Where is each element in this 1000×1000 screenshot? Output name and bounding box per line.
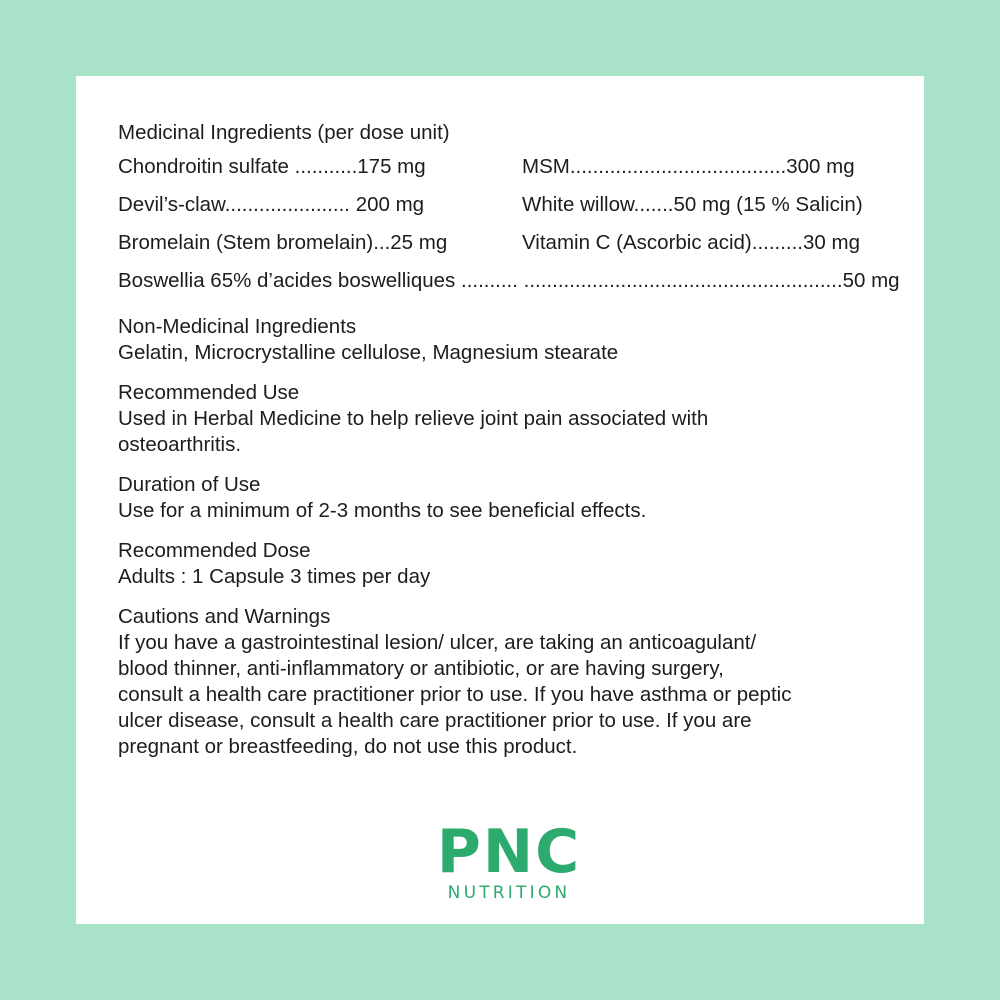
- ingredient-row: [118, 148, 898, 186]
- label-content: [118, 120, 898, 760]
- ingredient-left: Devil’s-claw...................... 200 mg: [118, 193, 425, 216]
- dose-title: Recommended Dose: [118, 539, 311, 562]
- logo-brand-text: PNC: [436, 818, 582, 887]
- medicinal-ingredients-title: Medicinal Ingredients (per dose unit): [118, 121, 450, 144]
- ingredient-row-full: [118, 262, 898, 300]
- medicinal-ingredients-section: [118, 120, 898, 300]
- cautions-line: ulcer disease, consult a health care practitioner prior to use. If you are: [118, 709, 752, 732]
- recommended-use-section: [118, 380, 898, 458]
- recommended-use-line: osteoarthritis.: [118, 433, 242, 456]
- ingredient-right: MSM......................................300 mg: [522, 155, 855, 178]
- ingredient-right: White willow.......50 mg (15 % Salicin): [522, 193, 863, 216]
- logo-graphic: [424, 818, 594, 904]
- ingredient-right: Vitamin C (Ascorbic acid).........30 mg: [522, 231, 860, 254]
- dose-text: Adults : 1 Capsule 3 times per day: [118, 565, 431, 588]
- recommended-use-line: Used in Herbal Medicine to help relieve joint pain associated with: [118, 407, 709, 430]
- non-medicinal-title: Non-Medicinal Ingredients: [118, 315, 357, 338]
- cautions-line: pregnant or breastfeeding, do not use this product.: [118, 735, 578, 758]
- cautions-line: blood thinner, anti-inflammatory or antibiotic, or are having surgery,: [118, 657, 724, 680]
- ingredient-full: Boswellia 65% d’acides boswelliques .......... ........................................................50 mg: [118, 269, 900, 292]
- ingredient-row: [118, 224, 898, 262]
- non-medicinal-section: [118, 314, 898, 366]
- ingredient-left: Chondroitin sulfate ...........175 mg: [118, 155, 426, 178]
- recommended-use-title: Recommended Use: [118, 381, 300, 404]
- non-medicinal-text: Gelatin, Microcrystalline cellulose, Magnesium stearate: [118, 341, 619, 364]
- duration-section: [118, 472, 898, 524]
- duration-title: Duration of Use: [118, 473, 261, 496]
- pnc-nutrition-logo: [424, 818, 594, 904]
- cautions-line: If you have a gastrointestinal lesion/ ulcer, are taking an anticoagulant/: [118, 631, 757, 654]
- ingredient-row: [118, 186, 898, 224]
- duration-text: Use for a minimum of 2-3 months to see beneficial effects.: [118, 499, 647, 522]
- dose-section: [118, 538, 898, 590]
- cautions-title: Cautions and Warnings: [118, 605, 331, 628]
- label-card: [76, 76, 924, 924]
- ingredient-left: Bromelain (Stem bromelain)...25 mg: [118, 231, 448, 254]
- logo-sub-text: NUTRITION: [447, 883, 571, 903]
- cautions-line: consult a health care practitioner prior to use. If you have asthma or peptic: [118, 683, 792, 706]
- cautions-section: [118, 604, 898, 760]
